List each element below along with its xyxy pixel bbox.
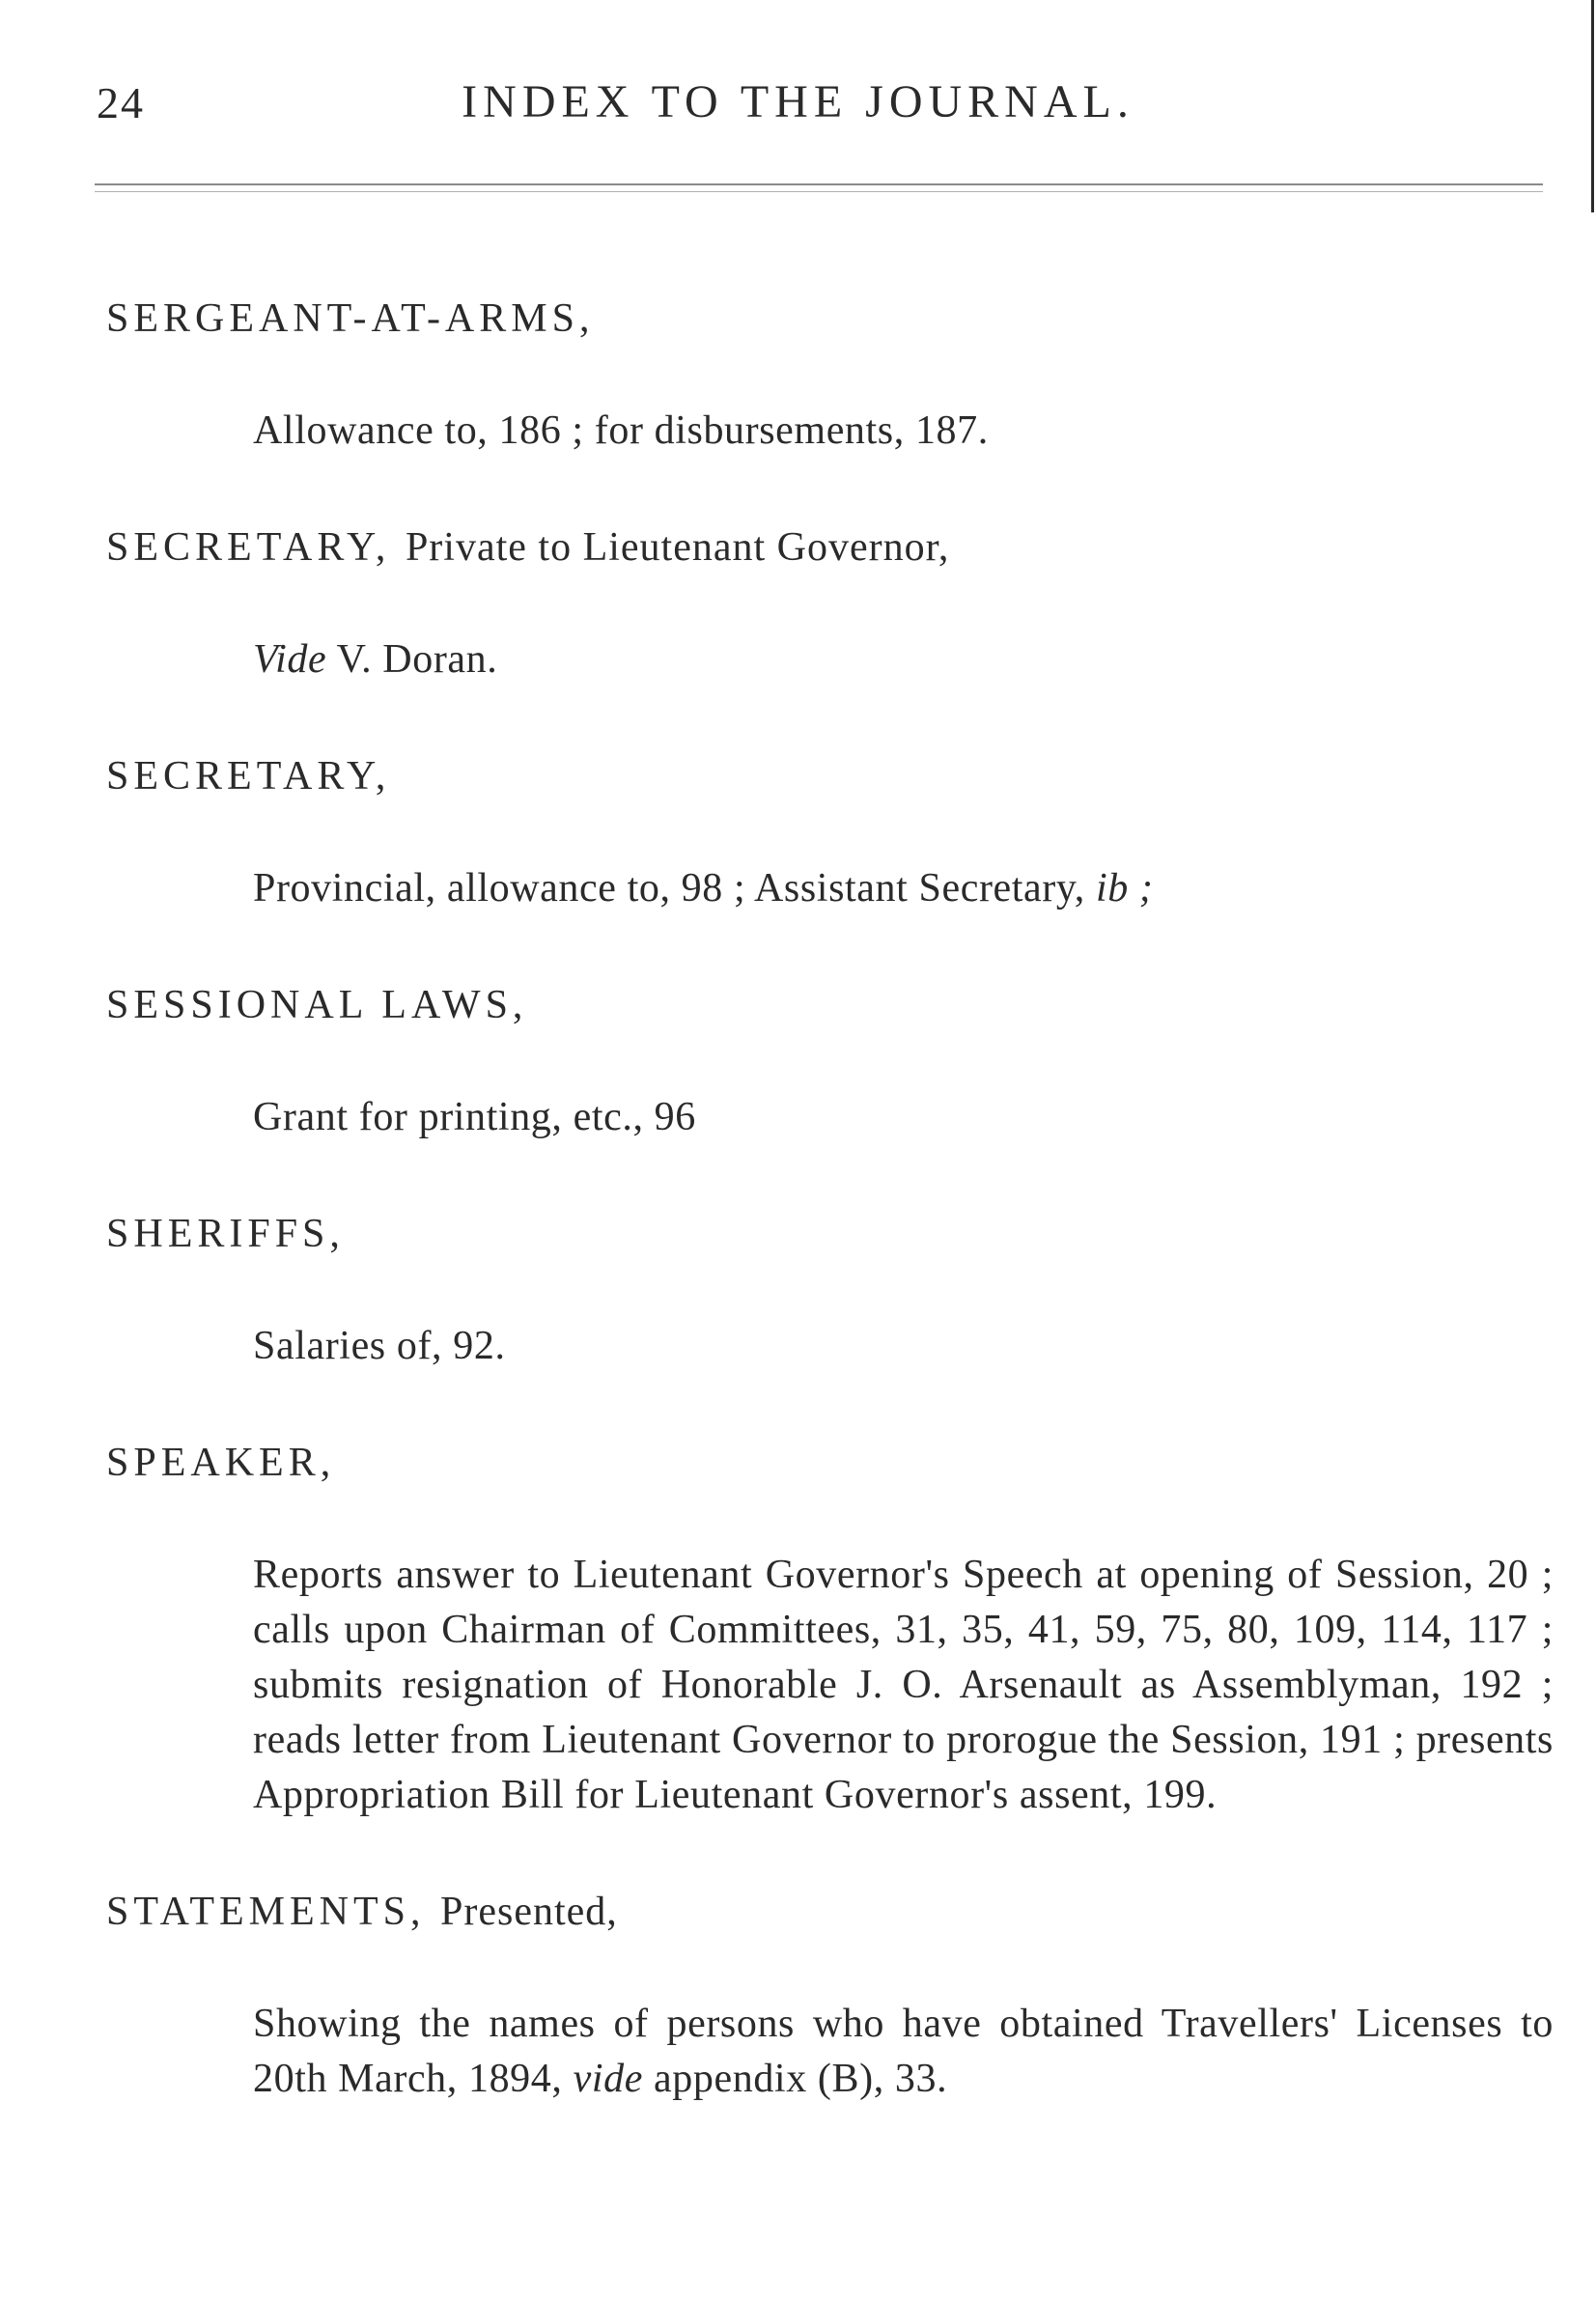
entry-heading-term: SERGEANT-AT-ARMS, <box>106 296 595 341</box>
entry-body-text: Allowance to, 186 ; for disbursements, 187. <box>253 408 989 453</box>
entry-body-text: Showing the names of persons who have obtained Travellers' Licenses to 20th March, 1894, <box>253 2002 1554 2101</box>
index-entries <box>106 290 1554 2107</box>
entry-heading-term: STATEMENTS, <box>106 1890 426 1934</box>
entry-heading <box>106 1883 1554 1941</box>
entry-heading <box>106 1205 1554 1263</box>
entry-body <box>253 1997 1554 2107</box>
index-entry <box>106 290 1554 459</box>
entry-body <box>253 1319 1554 1374</box>
entry-body-text: Provincial, allowance to, 98 ; Assistant Secretary, <box>253 866 1096 911</box>
entry-body-text: Reports answer to Lieutenant Governor's Speech at opening of Session, 20 ; calls upon Chairman of Committees, 31, 35, 41, 59, 75, 80, 109, 114, 117 ; submits resignation of Honorable J. O. Arsenault as Assemblyman, 192 ; reads letter from Lieutenant Governor to prorogue the Session, 191 ; presents Appropriation Bill for Lieutenant Governor's assent, 199. <box>253 1553 1554 1817</box>
entry-heading-qualifier: Presented, <box>439 1890 618 1934</box>
page-number: 24 <box>97 78 145 127</box>
index-entry <box>106 747 1554 916</box>
entry-body-text: Salaries of, 92. <box>253 1324 506 1368</box>
entry-heading-term: SESSIONAL LAWS, <box>106 983 528 1027</box>
entry-body <box>253 861 1554 916</box>
entry-body <box>253 1090 1554 1145</box>
entry-body-text-after: appendix (B), 33. <box>642 2057 948 2101</box>
entry-heading-term: SECRETARY, <box>106 754 391 799</box>
header-rule <box>95 183 1543 192</box>
entry-heading-term: SHERIFFS, <box>106 1212 345 1256</box>
entry-heading-qualifier: Private to Lieutenant Governor, <box>405 525 950 570</box>
entry-body-italic: Vide <box>253 637 327 682</box>
entry-heading <box>106 1434 1554 1492</box>
entry-body-italic: vide <box>573 2057 643 2101</box>
entry-heading <box>106 976 1554 1034</box>
entry-body-italic: ib ; <box>1095 866 1154 911</box>
entry-body <box>253 632 1554 687</box>
entry-body <box>253 1548 1554 1823</box>
index-entry <box>106 519 1554 687</box>
index-entry <box>106 976 1554 1145</box>
entry-body-text: Grant for printing, etc., 96 <box>253 1095 696 1139</box>
index-entry <box>106 1434 1554 1823</box>
running-head: INDEX TO THE JOURNAL. <box>462 76 1134 127</box>
index-entry <box>106 1205 1554 1374</box>
index-entry <box>106 1883 1554 2107</box>
entry-heading <box>106 747 1554 805</box>
entry-body <box>253 404 1554 459</box>
entry-heading <box>106 519 1554 576</box>
entry-heading-term: SPEAKER, <box>106 1441 336 1485</box>
entry-heading-term: SECRETARY, <box>106 525 391 570</box>
entry-body-text: V. Doran. <box>326 637 498 682</box>
entry-heading <box>106 290 1554 348</box>
